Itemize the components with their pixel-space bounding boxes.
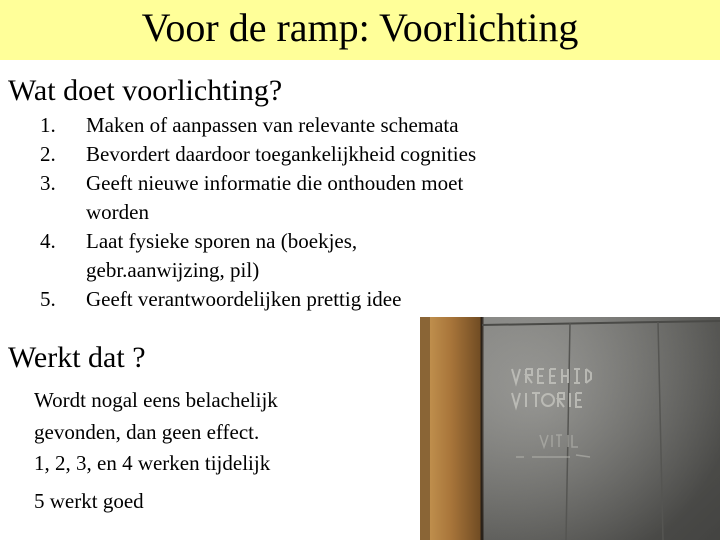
list-item <box>40 285 560 314</box>
list-item-number: 3. <box>40 171 56 195</box>
list-item-text: Laat fysieke sporen na (boekjes, gebr.aanwijzing, pil) <box>86 229 358 282</box>
list-item-text: Bevordert daardoor toegankelijkheid cognities <box>86 142 477 166</box>
section-heading-werkt-dat: Werkt dat ? <box>8 341 146 374</box>
list-item <box>40 227 560 285</box>
list-item-number: 1. <box>40 113 56 137</box>
wall-photo <box>420 317 720 540</box>
list-item-number: 2. <box>40 142 56 166</box>
list-item-text: Maken of aanpassen van relevante schemata <box>86 113 459 137</box>
section-heading-wat-doet: Wat doet voorlichting? <box>8 74 283 107</box>
note-text: Wordt nogal eens belachelijk gevonden, dan geen effect. <box>34 388 278 444</box>
list-item-text: Geeft nieuwe informatie die onthouden moet worden <box>86 171 464 224</box>
note-text: 5 werkt goed <box>34 488 144 513</box>
list-item-number: 5. <box>40 287 56 311</box>
slide-title: Voor de ramp: Voorlichting <box>141 5 579 50</box>
notes-block <box>34 385 394 517</box>
numbered-list <box>40 111 560 314</box>
list-item <box>40 140 560 169</box>
list-item <box>40 169 560 227</box>
list-item <box>40 111 560 140</box>
list-item-number: 4. <box>40 229 56 253</box>
title-bar <box>0 0 720 60</box>
note-text: 1, 2, 3, en 4 werken tijdelijk <box>34 451 271 475</box>
wall-photo-image <box>420 317 720 540</box>
list-item-text: Geeft verantwoordelijken prettig idee <box>86 287 402 311</box>
